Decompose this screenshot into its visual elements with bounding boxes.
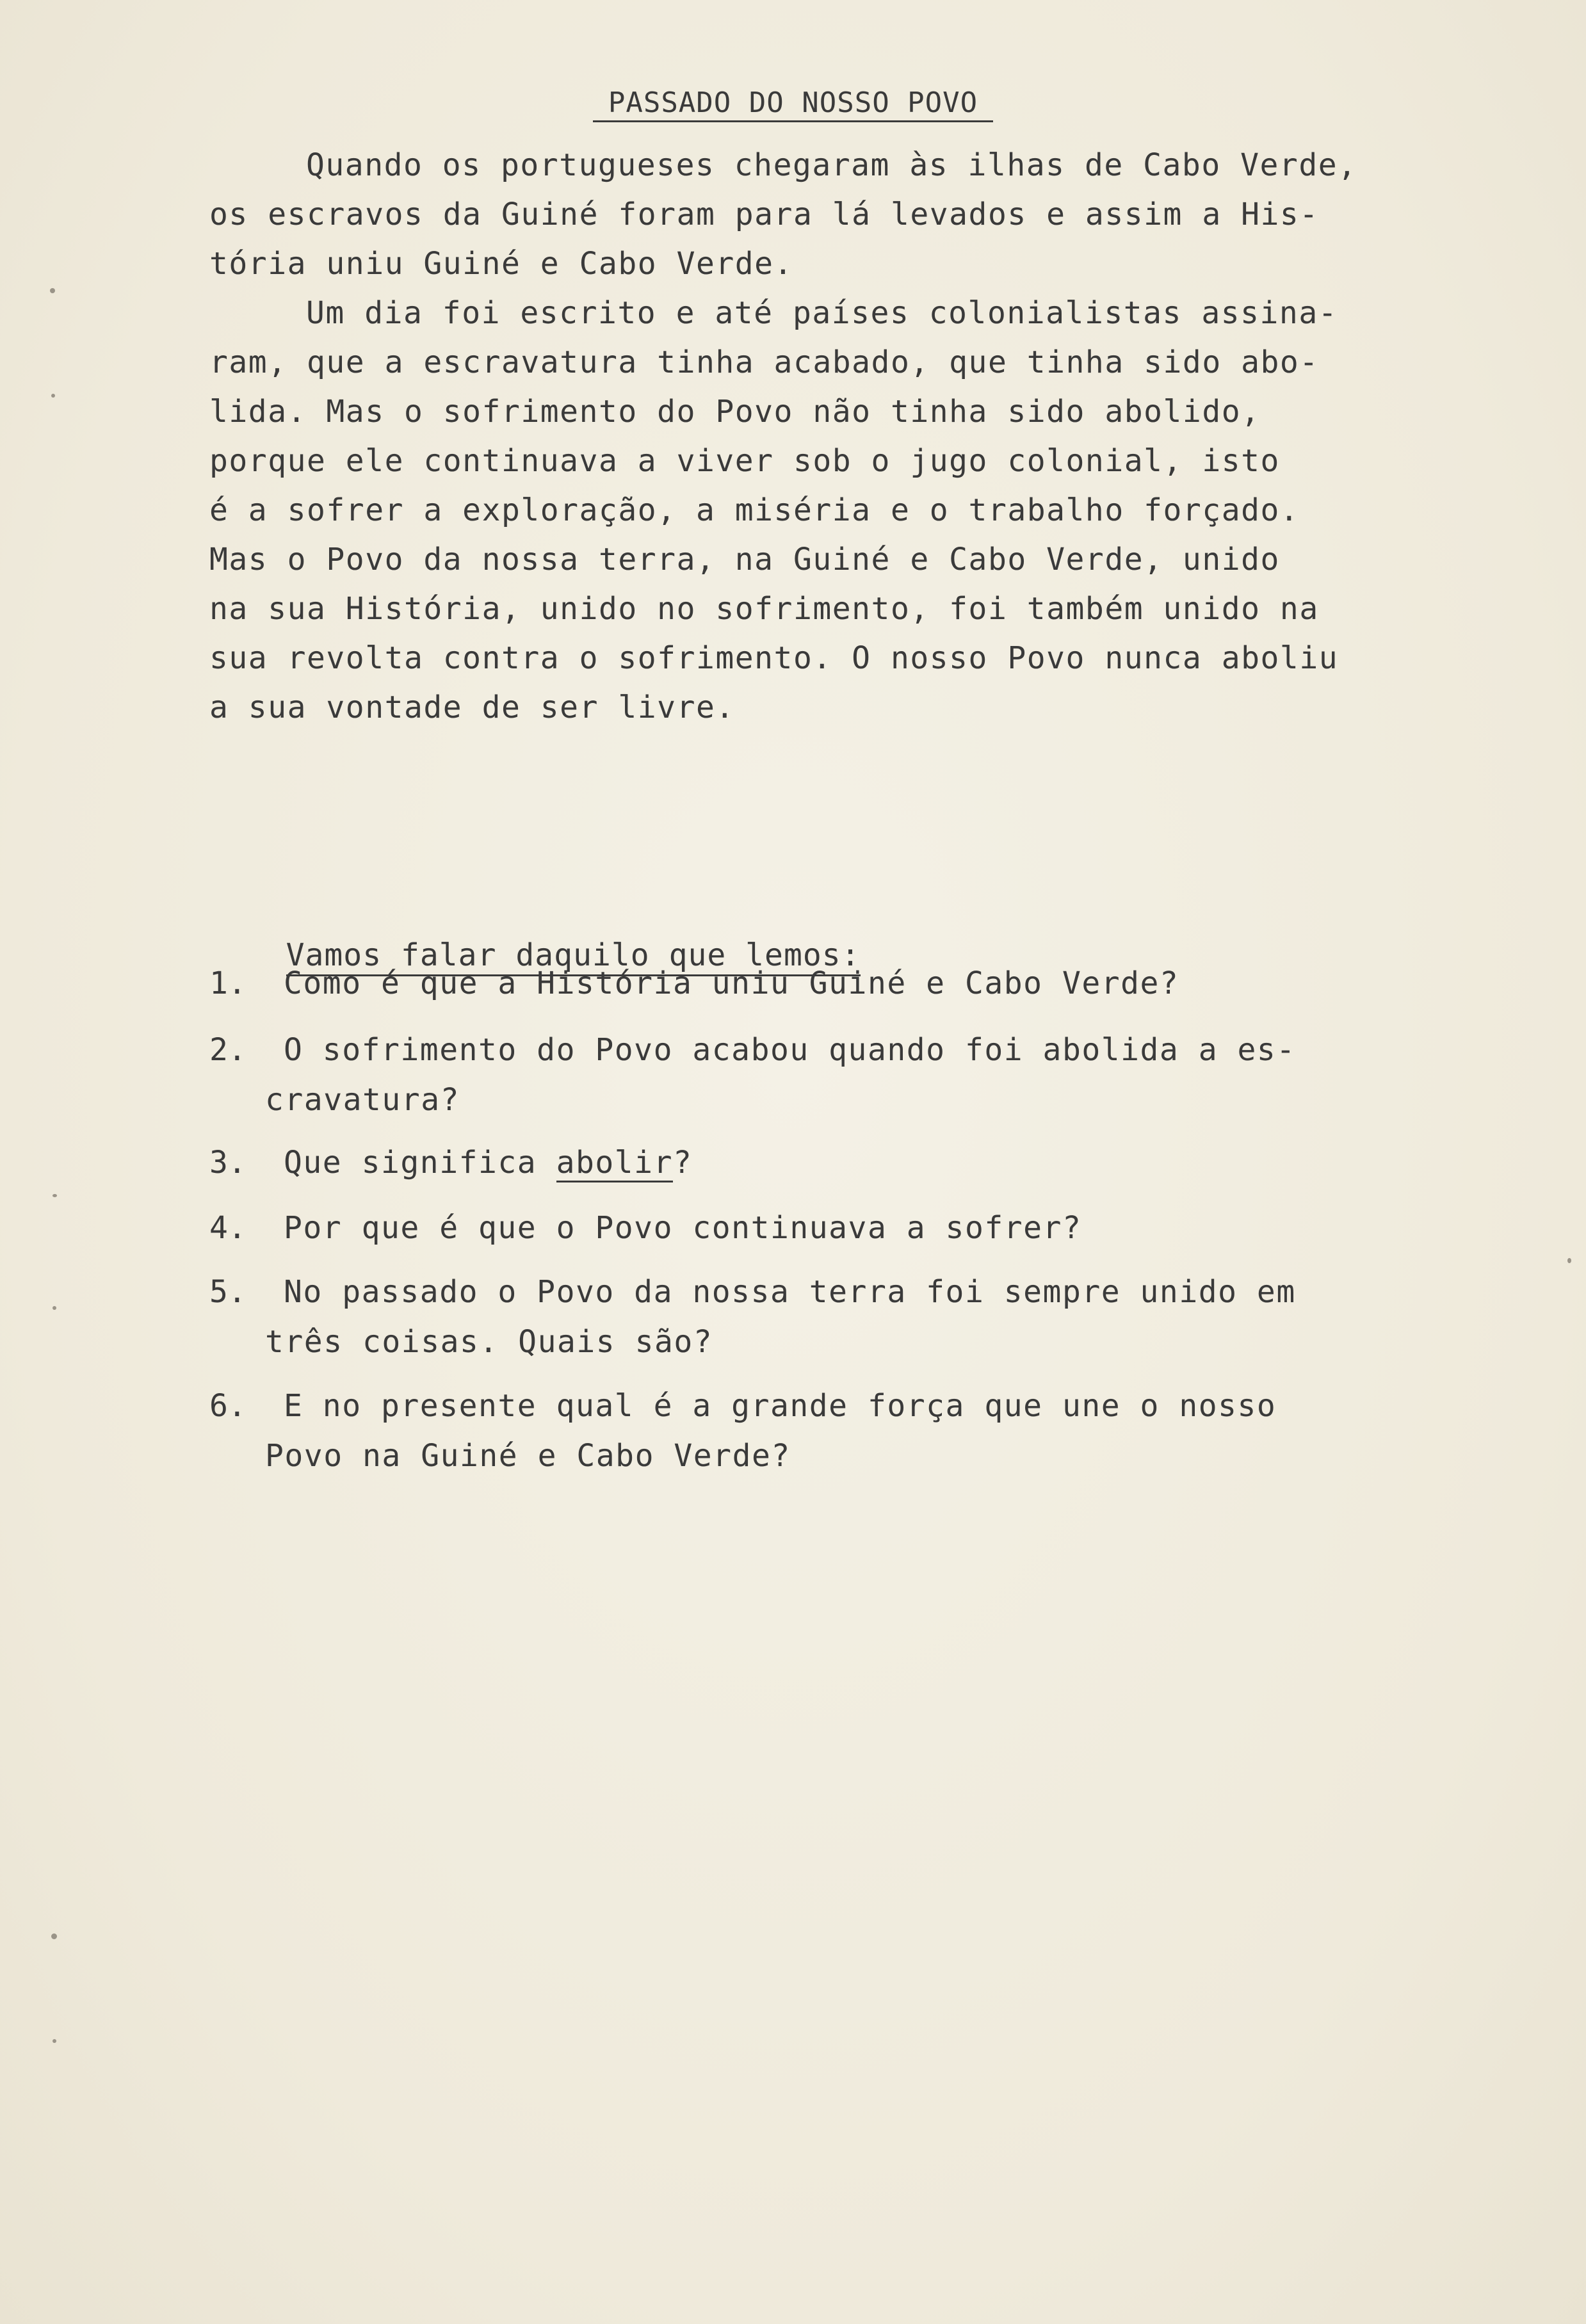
question-number: 3. — [209, 1145, 247, 1181]
question-text-continued: Povo na Guiné e Cabo Verde? — [265, 1438, 791, 1474]
question-text-part: ? — [672, 1145, 693, 1181]
paper-speck — [51, 1933, 57, 1939]
question-text: O sofrimento do Povo acabou quando foi abolida a es- — [284, 1032, 1296, 1068]
question-text: Por que é que o Povo continuava a sofrer? — [284, 1210, 1082, 1246]
question-text: No passado o Povo da nossa terra foi sempre unido em — [284, 1274, 1296, 1310]
paragraph-line: Mas o Povo da nossa terra, na Guiné e Cabo Verde, unido — [209, 542, 1280, 577]
paper-speck — [50, 288, 55, 293]
paper-speck — [53, 1306, 56, 1310]
paper-speck — [51, 394, 55, 398]
question-number: 1. — [209, 965, 247, 1001]
underlined-term: abolir — [556, 1145, 673, 1182]
question-number: 2. — [209, 1032, 247, 1068]
questions-heading-text: Vamos falar daquilo que lemos: — [286, 937, 861, 976]
paragraph-line: é a sofrer a exploração, a miséria e o trabalho forçado. — [209, 492, 1300, 528]
question-number: 4. — [209, 1210, 247, 1246]
paragraph-line: tória uniu Guiné e Cabo Verde. — [209, 246, 793, 282]
question-text: E no presente qual é a grande força que une o nosso — [284, 1388, 1277, 1424]
paragraph-line: ram, que a escravatura tinha acabado, que tinha sido abo- — [209, 344, 1319, 380]
paper-speck — [53, 1194, 57, 1197]
question-text-continued: cravatura? — [265, 1082, 460, 1118]
question-number: 6. — [209, 1388, 247, 1424]
question-text-part: Que significa — [284, 1145, 556, 1181]
paragraph-line: Quando os portugueses chegaram às ilhas de Cabo Verde, — [306, 147, 1357, 183]
question-number: 5. — [209, 1274, 247, 1310]
paragraph-line: Um dia foi escrito e até países colonialistas assina- — [306, 295, 1338, 331]
question-text — [284, 1145, 692, 1181]
paragraph-line: sua revolta contra o sofrimento. O nosso Povo nunca aboliu — [209, 640, 1339, 676]
paragraph-line: os escravos da Guiné foram para lá levados e assim a His- — [209, 197, 1319, 232]
paragraph-line: na sua História, unido no sofrimento, foi também unido na — [209, 591, 1319, 627]
paragraph-line: lida. Mas o sofrimento do Povo não tinha sido abolido, — [209, 394, 1261, 430]
question-text: Como é que a História uniu Guiné e Cabo Verde? — [284, 965, 1179, 1001]
paragraph-line: porque ele continuava a viver sob o jugo colonial, isto — [209, 443, 1280, 479]
question-text-continued: três coisas. Quais são? — [265, 1324, 713, 1360]
page-title-text: PASSADO DO NOSSO POVO — [593, 86, 993, 122]
page-title — [0, 86, 1586, 119]
paper-speck — [53, 2039, 56, 2043]
paper-speck — [1567, 1258, 1571, 1263]
paragraph-line: a sua vontade de ser livre. — [209, 690, 735, 725]
